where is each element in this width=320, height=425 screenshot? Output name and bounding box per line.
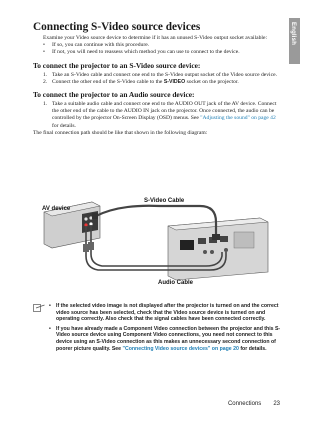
bullet-list: [33, 42, 283, 56]
note-item: • If you have already made a Component Video connection between the projector and this S-Video source device using Component Video connections, you need not connect to this device using an S-Video connection as this makes an unnecessary second connection of poorer picture quality. See "Connecting Video source devices" on page 20 for details.: [49, 325, 281, 352]
video-source-link[interactable]: "Connecting Video source devices" on page 20: [122, 345, 239, 352]
svideo-cable-label: S-Video Cable: [144, 198, 185, 204]
main-content: [33, 21, 283, 137]
page-footer: [216, 401, 280, 407]
bullet-item: • If not, you will need to reassess which method you can use to connect to the device.: [43, 49, 240, 56]
intro-text: Examine your Video source device to determine if it has an unused S-Video output socket available:: [43, 35, 267, 41]
page-title: Connecting S-Video source devices: [33, 21, 201, 33]
note-pen-icon: [33, 304, 45, 312]
av-device-label: AV device: [42, 206, 71, 212]
step-item: 2. Connect the other end of the S-Video cable to the S-VIDEO socket on the projector.: [43, 78, 239, 85]
notes-list: [48, 303, 285, 352]
language-side-tab: [289, 18, 300, 64]
step-item: 1. Take an S-Video cable and connect one end to the S-Video output socket of the Video source device.: [43, 71, 277, 78]
connection-diagram: [40, 192, 270, 288]
bullet-item: • If so, you can continue with this procedure.: [43, 42, 150, 49]
final-path-text: The final connection path should be like that shown in the following diagram:: [33, 129, 208, 136]
section2-steps: [33, 101, 283, 130]
adjusting-sound-link[interactable]: "Adjusting the sound" on page 42: [200, 115, 276, 122]
section1-heading: To connect the projector to an S-Video source device:: [33, 60, 201, 70]
step-item: 1. Take a suitable audio cable and connect one end to the AUDIO OUT jack of the AV device. Connect the other end of the cable to the AUDIO IN jack on the projector. Once connected, the audio can be controlled by the projector On-Screen Display (OSD) menus. See "Adjusting the sound" on page 42 for details.: [43, 101, 277, 129]
note-item: • If the selected video image is not displayed after the projector is turned on and the correct video source has been selected, check that the Video source device is turned on and operating correctly. Also check that the signal cables have been connected correctly.: [49, 303, 279, 323]
section2-heading: To connect the projector to an Audio source device:: [33, 90, 195, 100]
notes-section: [33, 303, 285, 355]
audio-cable-label: Audio Cable: [158, 280, 194, 286]
svideo-keyword: S-VIDEO: [163, 78, 186, 85]
section1-steps: [33, 72, 283, 86]
page-number: 23: [273, 401, 280, 407]
language-tab-label: English: [290, 22, 296, 46]
footer-section: Connections: [227, 401, 262, 407]
